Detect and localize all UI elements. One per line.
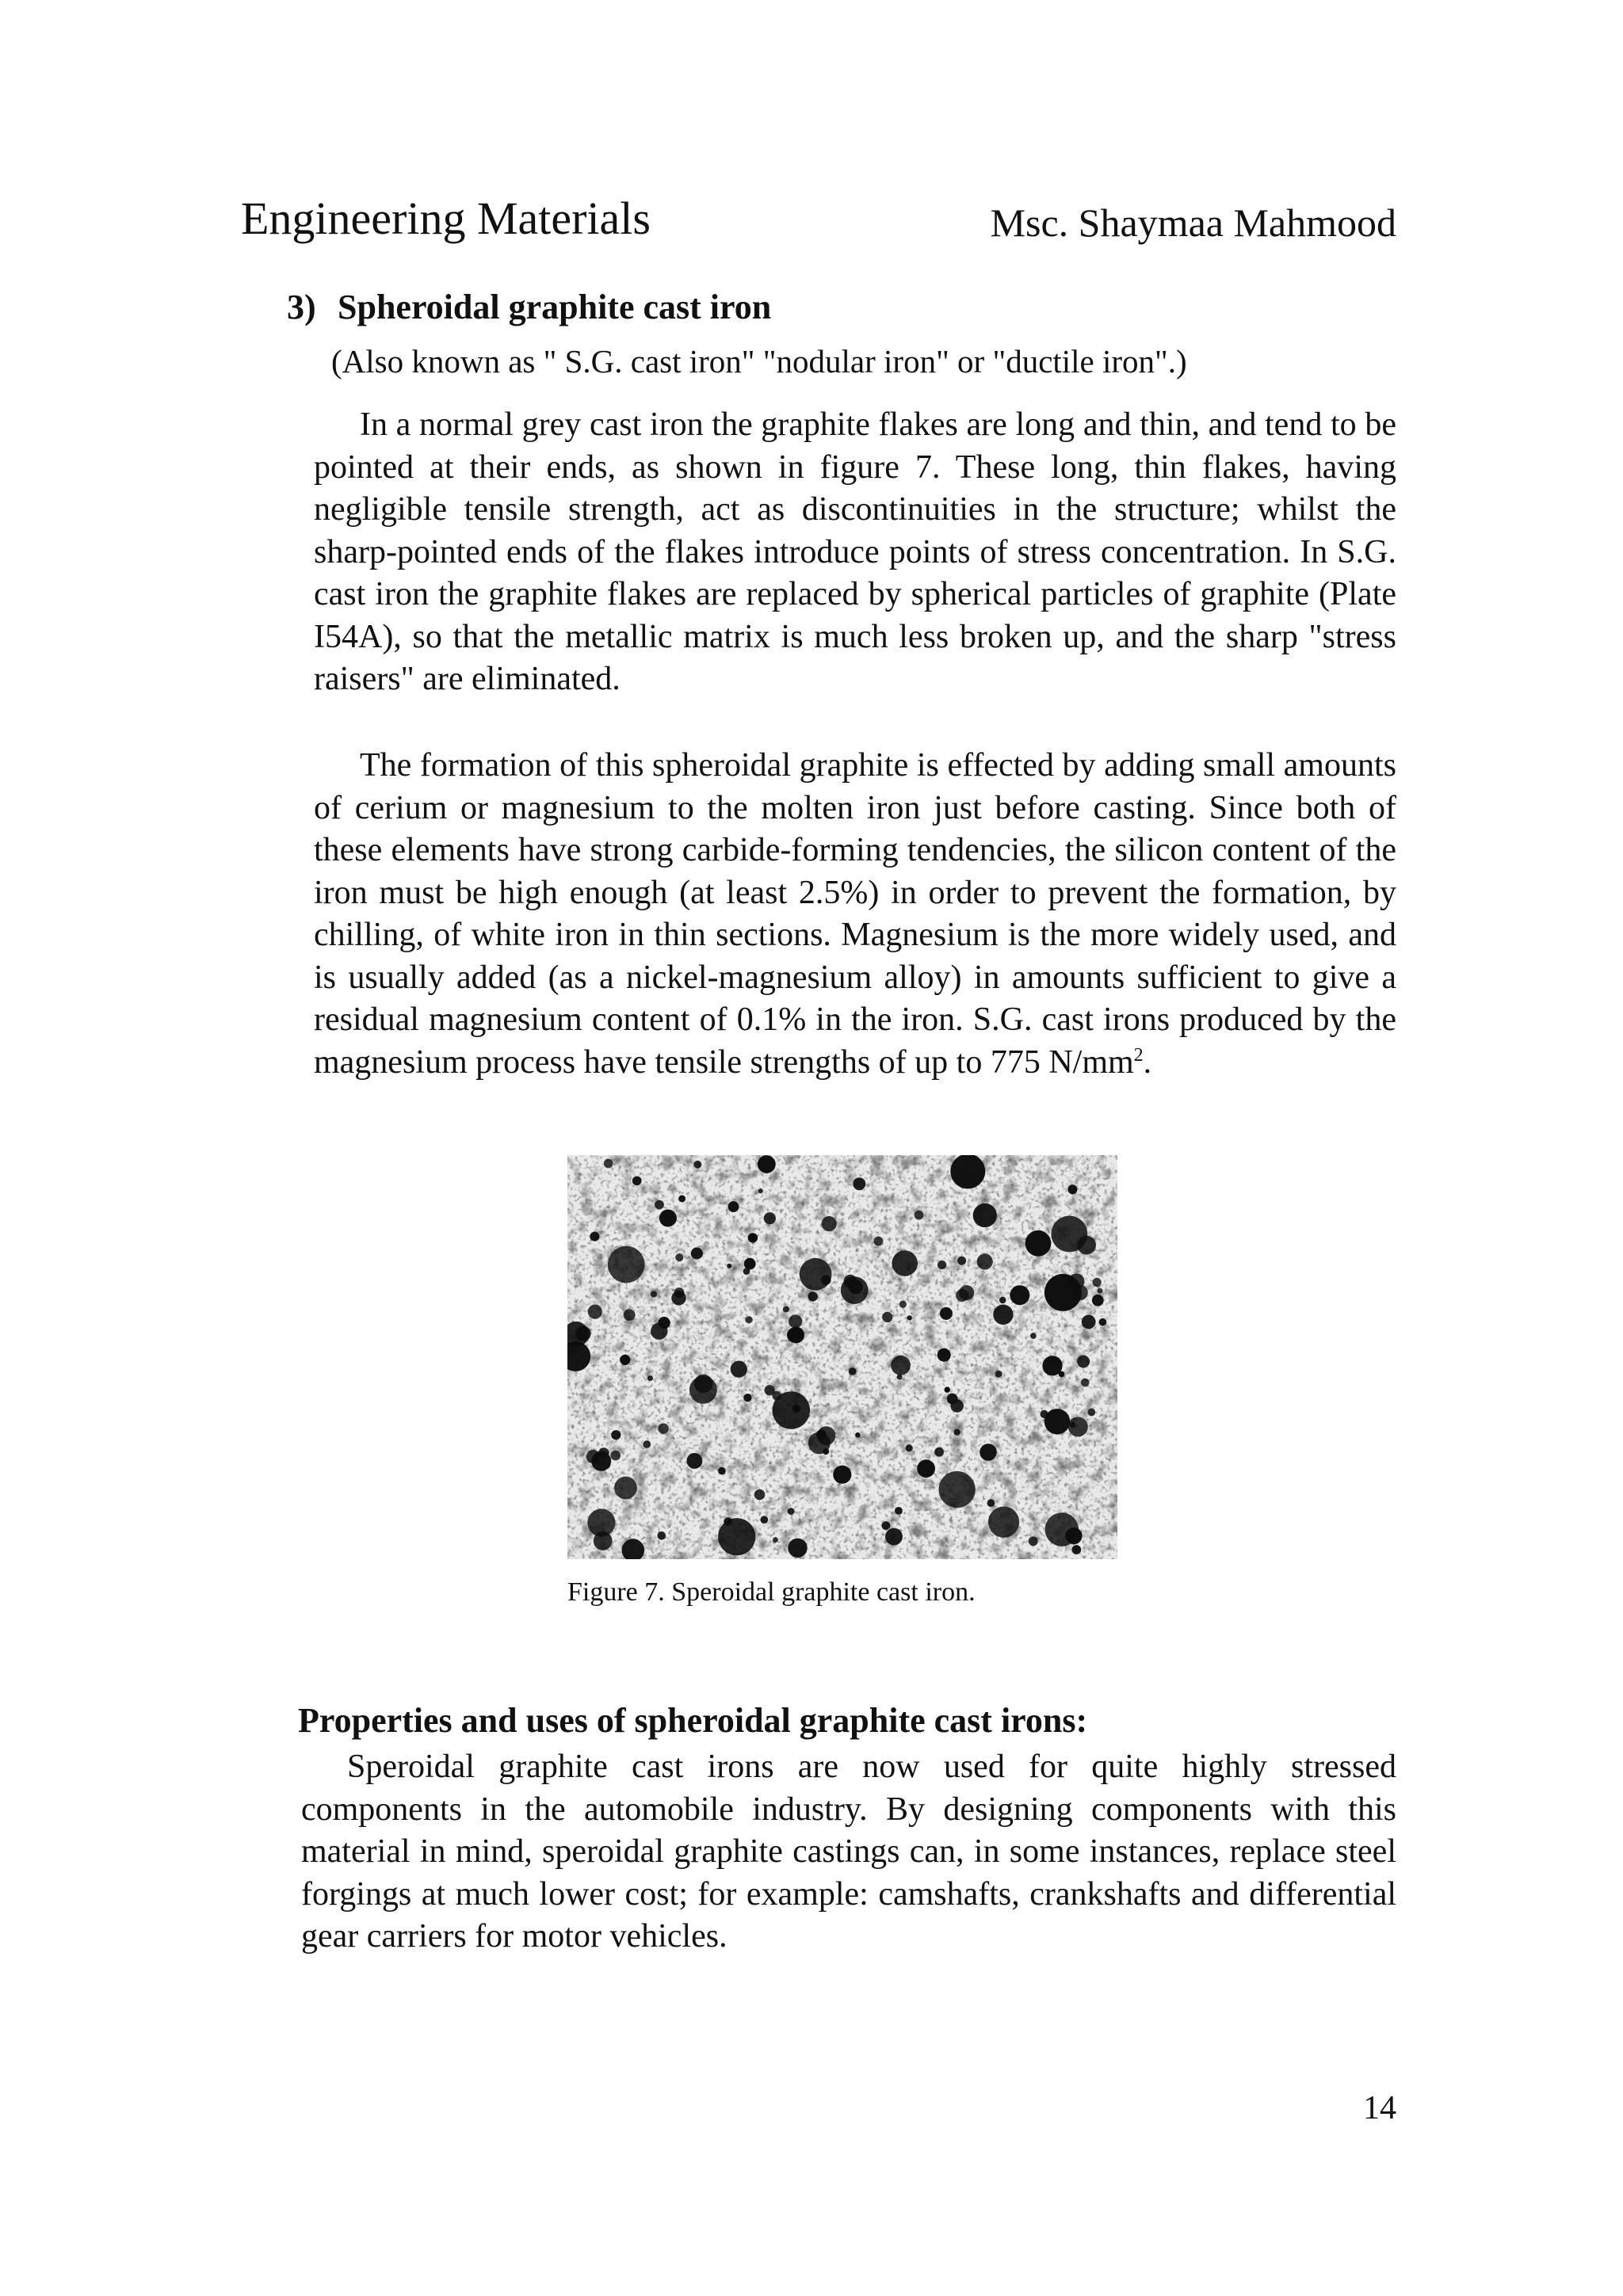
graphite-nodule	[899, 1301, 907, 1308]
graphite-nodule	[1099, 1318, 1107, 1326]
graphite-nodule	[808, 1291, 818, 1301]
section-heading	[287, 287, 771, 329]
graphite-nodule	[987, 1499, 995, 1507]
graphite-nodule	[891, 1356, 911, 1375]
graphite-nodule	[651, 1323, 667, 1340]
graphite-nodule	[993, 1305, 1013, 1325]
graphite-nodule	[1041, 1410, 1048, 1418]
graphite-nodule	[658, 1424, 668, 1434]
graphite-nodule	[1087, 1409, 1095, 1417]
graphite-nodule	[624, 1309, 636, 1321]
graphite-nodule	[678, 1196, 685, 1203]
graphite-nodule	[800, 1258, 832, 1291]
graphite-nodule	[973, 1203, 997, 1227]
graphite-nodule	[764, 1212, 776, 1224]
graphite-nodule	[675, 1253, 683, 1261]
graphite-nodule	[874, 1237, 884, 1246]
paragraph-grey-vs-sg	[314, 404, 1396, 701]
paragraph-text: In a normal grey cast iron the graphite flakes are long and thin, and tend to be pointed at their ends, as shown in figure 7. These long, thin flakes, having negligible tensile strength, act as discontinuities in the structure; whilst the sharp-pointed ends of the flakes introduce points of stress concentration. In S.G. cast iron the graphite flakes are replaced by spherical particles of graphite (Plate I54A), so that the metallic matrix is much less broken up, and the sharp "stress raisers" are eliminated.	[314, 406, 1396, 697]
graphite-nodule	[945, 1386, 950, 1392]
graphite-nodule	[1010, 1285, 1029, 1305]
header-course-title: Engineering Materials	[241, 193, 651, 244]
graphite-nodule	[659, 1210, 677, 1227]
graphite-nodule	[788, 1327, 804, 1344]
graphite-nodule	[939, 1471, 976, 1508]
paragraph-main-text: The formation of this spheroidal graphite is effected by adding small amounts of cerium or magnesium to the molten iron just before casting. Since both of these elements have strong carbide-forming tendencies, the silicon content of the iron must be high enough (at least 2.5%) in order to prevent the formation, by chilling, of white iron in thin sections. Magnesium is the more widely used, and is usually added (as a nickel-magnesium alloy) in amounts sufficient to give a residual magnesium content of 0.1% in the iron. S.G. cast irons produced by the magnesium process have tensile strengths of up to 775 N/mm	[314, 747, 1396, 1081]
graphite-nodule	[1030, 1333, 1037, 1339]
graphite-nodule	[765, 1385, 775, 1395]
graphite-nodule	[915, 1211, 924, 1220]
graphite-nodule	[674, 1287, 685, 1298]
graphite-nodule	[1082, 1315, 1096, 1329]
graphite-nodule	[1092, 1295, 1104, 1306]
graphite-nodule	[731, 1361, 747, 1378]
graphite-nodule	[853, 1177, 865, 1190]
graphite-nodule	[999, 1297, 1006, 1304]
graphite-nodule	[655, 1200, 664, 1210]
graphite-nodule	[822, 1216, 837, 1231]
graphite-nodule	[1025, 1230, 1052, 1257]
graphite-nodule	[1077, 1356, 1090, 1368]
graphite-nodule	[1071, 1545, 1081, 1554]
graphite-nodule	[788, 1539, 807, 1558]
graphite-nodule	[590, 1232, 599, 1241]
graphite-nodule	[743, 1394, 751, 1402]
graphite-nodule	[885, 1528, 903, 1546]
graphite-nodule	[620, 1355, 630, 1365]
graphite-nodule	[604, 1159, 613, 1169]
paragraph-properties	[301, 1746, 1396, 1958]
graphite-nodule	[917, 1459, 935, 1478]
graphite-nodule	[691, 1248, 703, 1260]
paragraph-formation	[314, 745, 1396, 1084]
graphite-nodule	[1068, 1417, 1088, 1436]
graphite-nodule	[855, 1432, 860, 1437]
graphite-nodule	[586, 1450, 600, 1463]
paragraph-end-punct: .	[1143, 1043, 1152, 1081]
graphite-nodule	[632, 1177, 642, 1186]
paragraph-text: Speroidal graphite cast irons are now used for quite highly stressed components in the automobile industry. By designing components with this material in mind, speroidal graphite castings can, in some instances, replace steel forgings at much lower cost; for example: camshafts, crankshafts and differential gear carriers for motor vehicles.	[301, 1749, 1396, 1955]
graphite-nodule	[658, 1531, 666, 1540]
graphite-nodule	[651, 1291, 657, 1297]
graphite-nodule	[1072, 1285, 1088, 1301]
graphite-nodule	[758, 1188, 763, 1193]
graphite-nodule	[647, 1375, 653, 1381]
graphite-nodule	[959, 1285, 974, 1300]
graphite-nodule	[754, 1489, 766, 1501]
graphite-nodule	[895, 1507, 903, 1515]
graphite-nodule	[773, 1391, 811, 1429]
graphite-nodule	[892, 1250, 918, 1276]
graphite-nodule	[1097, 1288, 1102, 1294]
graphite-nodule	[788, 1508, 795, 1515]
figure-caption: Figure 7. Speroidal graphite cast iron.	[567, 1577, 976, 1607]
graphite-nodule	[957, 1257, 966, 1265]
graphite-nodule	[1067, 1184, 1077, 1194]
graphite-nodule	[995, 1371, 1002, 1378]
superscript-exponent: 2	[1133, 1044, 1144, 1066]
graphite-nodule	[598, 1447, 609, 1458]
graphite-nodule	[817, 1426, 836, 1445]
graphite-nodule	[1093, 1278, 1102, 1287]
graphite-nodule	[614, 1477, 637, 1500]
graphite-nodule	[610, 1451, 621, 1461]
section-aka-note: (Also known as " S.G. cast iron" "nodular iron" or "ductile iron".)	[331, 343, 1187, 379]
header-author: Msc. Shaymaa Mahmood	[990, 200, 1396, 245]
graphite-nodule	[907, 1315, 912, 1320]
graphite-nodule	[1052, 1216, 1088, 1253]
graphite-nodule	[758, 1155, 776, 1173]
properties-heading: Properties and uses of spheroidal graphite cast irons:	[298, 1701, 1088, 1740]
section-number: 3)	[287, 288, 316, 326]
graphite-nodule	[980, 1444, 997, 1461]
graphite-nodule	[761, 1516, 769, 1524]
graphite-nodule	[643, 1440, 651, 1448]
graphite-nodule	[748, 1233, 758, 1242]
graphite-nodule	[849, 1280, 863, 1295]
graphite-nodule	[1029, 1536, 1038, 1546]
graphite-nodule	[724, 1517, 732, 1526]
graphite-nodule	[938, 1261, 946, 1269]
graphite-nodule	[833, 1466, 851, 1484]
graphite-nodule	[938, 1348, 951, 1362]
graphite-nodule	[792, 1405, 800, 1413]
graphite-nodule	[906, 1444, 913, 1451]
graphite-nodule	[950, 1155, 985, 1189]
graphite-nodule	[1059, 1371, 1065, 1378]
graphite-nodule	[988, 1507, 1019, 1538]
graphite-nodule	[882, 1312, 892, 1322]
graphite-nodule	[689, 1376, 717, 1404]
graphite-nodule	[608, 1246, 645, 1283]
graphite-nodule	[954, 1429, 960, 1436]
graphite-nodule	[588, 1305, 602, 1319]
graphite-nodule	[1081, 1379, 1090, 1387]
graphite-nodule	[1065, 1527, 1082, 1544]
graphite-nodule	[940, 1307, 953, 1320]
graphite-nodule	[686, 1453, 702, 1469]
micrograph-figure	[567, 1155, 1117, 1559]
graphite-nodule	[881, 1521, 890, 1530]
graphite-nodule	[977, 1253, 993, 1269]
page-number: 14	[1363, 2090, 1396, 2126]
graphite-nodule	[718, 1467, 726, 1475]
graphite-nodule	[773, 1537, 778, 1543]
graphite-nodule	[947, 1394, 958, 1405]
graphite-nodule	[783, 1306, 789, 1313]
graphite-nodule	[743, 1268, 750, 1275]
paragraph-text	[314, 745, 1396, 1084]
graphite-nodule	[849, 1367, 857, 1375]
graphite-nodule	[728, 1201, 739, 1212]
graphite-nodule	[746, 1316, 753, 1323]
graphite-nodule	[789, 1314, 802, 1328]
graphite-nodule	[718, 1518, 755, 1555]
graphite-nodule	[693, 1161, 701, 1169]
graphite-nodule	[727, 1264, 731, 1268]
section-title: Spheroidal graphite cast iron	[338, 288, 772, 326]
micrograph-image	[567, 1155, 1117, 1559]
graphite-nodule	[1044, 1409, 1070, 1434]
graphite-nodule	[823, 1448, 829, 1455]
graphite-nodule	[594, 1531, 613, 1550]
graphite-nodule	[611, 1430, 621, 1440]
graphite-nodule	[934, 1447, 944, 1457]
